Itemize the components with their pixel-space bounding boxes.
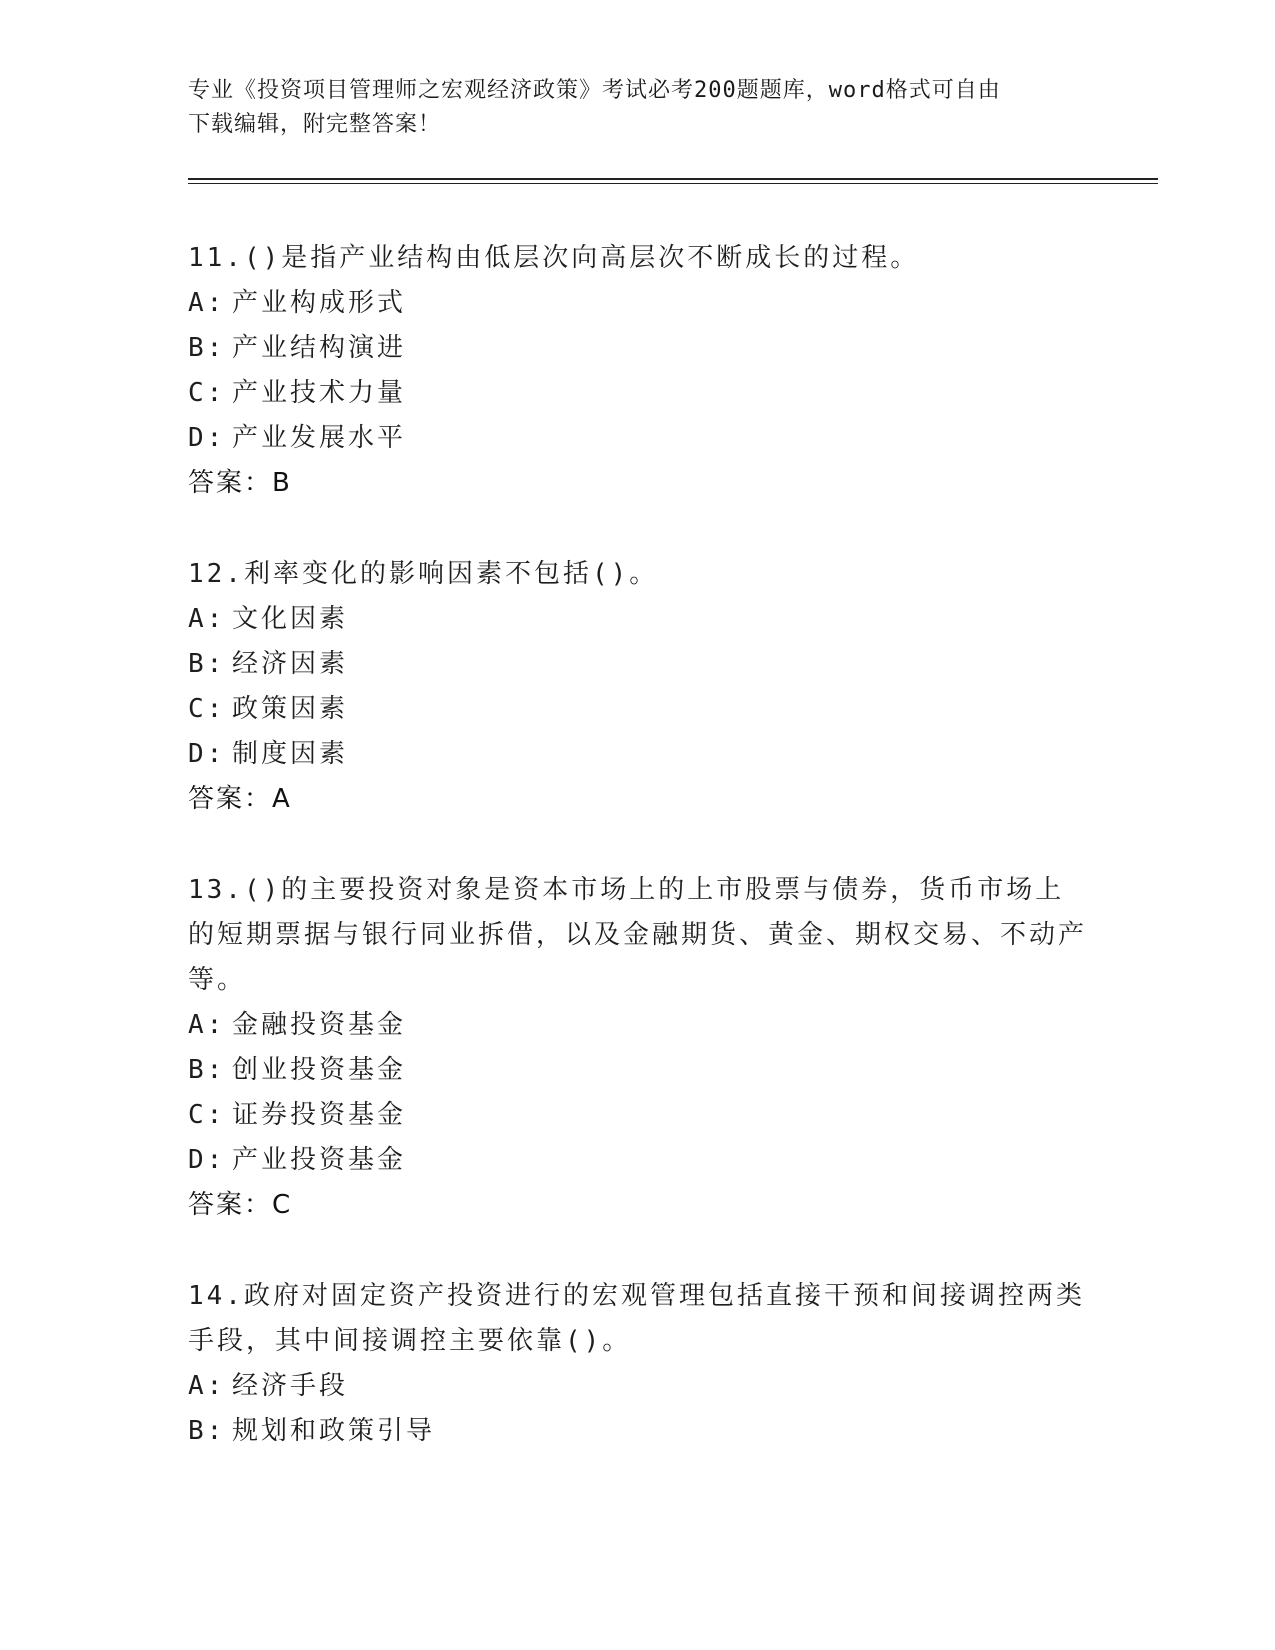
option-d <box>188 732 1088 777</box>
option-key: B: <box>188 333 226 363</box>
option-key: A: <box>188 1010 226 1040</box>
option-d <box>188 416 1088 461</box>
option-text: 产业结构演进 <box>232 333 407 363</box>
option-text: 政策因素 <box>232 694 349 724</box>
question-stem: 12.利率变化的影响因素不包括()。 <box>188 559 659 589</box>
document-header <box>188 74 1088 142</box>
question-stem: 14.政府对固定资产投资进行的宏观管理包括直接干预和间接调控两类手段，其中间接调控主要依靠()。 <box>188 1281 1085 1356</box>
option-a <box>188 1003 1088 1048</box>
option-key: C: <box>188 1100 226 1130</box>
option-b <box>188 642 1088 687</box>
option-text: 经济手段 <box>232 1371 349 1401</box>
option-key: D: <box>188 739 226 769</box>
option-b <box>188 1409 1088 1454</box>
question-13 <box>188 868 1088 1228</box>
option-key: D: <box>188 423 226 453</box>
option-key: A: <box>188 288 226 318</box>
option-text: 制度因素 <box>232 739 349 769</box>
option-text: 经济因素 <box>232 649 349 679</box>
answer-line: 答案：B <box>188 468 292 498</box>
option-a <box>188 597 1088 642</box>
question-12 <box>188 552 1088 822</box>
option-key: C: <box>188 378 226 408</box>
option-b <box>188 326 1088 371</box>
option-key: A: <box>188 604 226 634</box>
option-key: C: <box>188 694 226 724</box>
option-key: A: <box>188 1371 226 1401</box>
question-list <box>188 236 1088 1500</box>
answer-line: 答案：C <box>188 1190 293 1220</box>
option-c <box>188 1093 1088 1138</box>
option-text: 产业技术力量 <box>232 378 407 408</box>
question-14 <box>188 1274 1088 1454</box>
option-key: B: <box>188 1416 226 1446</box>
question-11 <box>188 236 1088 506</box>
answer-line: 答案：A <box>188 784 292 814</box>
option-text: 创业投资基金 <box>232 1055 407 1085</box>
option-text: 产业发展水平 <box>232 423 407 453</box>
option-text: 产业投资基金 <box>232 1145 407 1175</box>
header-line-1: 专业《投资项目管理师之宏观经济政策》考试必考200题题库，word格式可自由 <box>188 78 1001 103</box>
header-divider-thin <box>188 183 1158 184</box>
option-text: 文化因素 <box>232 604 349 634</box>
option-text: 产业构成形式 <box>232 288 407 318</box>
option-d <box>188 1138 1088 1183</box>
option-text: 规划和政策引导 <box>232 1416 436 1446</box>
option-key: B: <box>188 649 226 679</box>
header-line-2: 下载编辑，附完整答案！ <box>188 112 442 137</box>
option-c <box>188 371 1088 416</box>
option-c <box>188 687 1088 732</box>
option-text: 金融投资基金 <box>232 1010 407 1040</box>
option-a <box>188 1364 1088 1409</box>
option-a <box>188 281 1088 326</box>
option-key: B: <box>188 1055 226 1085</box>
question-stem: 11.()是指产业结构由低层次向高层次不断成长的过程。 <box>188 243 920 273</box>
option-text: 证券投资基金 <box>232 1100 407 1130</box>
option-key: D: <box>188 1145 226 1175</box>
header-divider-thick <box>188 178 1158 180</box>
option-b <box>188 1048 1088 1093</box>
question-stem: 13.()的主要投资对象是资本市场上的上市股票与债券，货币市场上的短期票据与银行同业拆借，以及金融期货、黄金、期权交易、不动产等。 <box>188 875 1088 995</box>
